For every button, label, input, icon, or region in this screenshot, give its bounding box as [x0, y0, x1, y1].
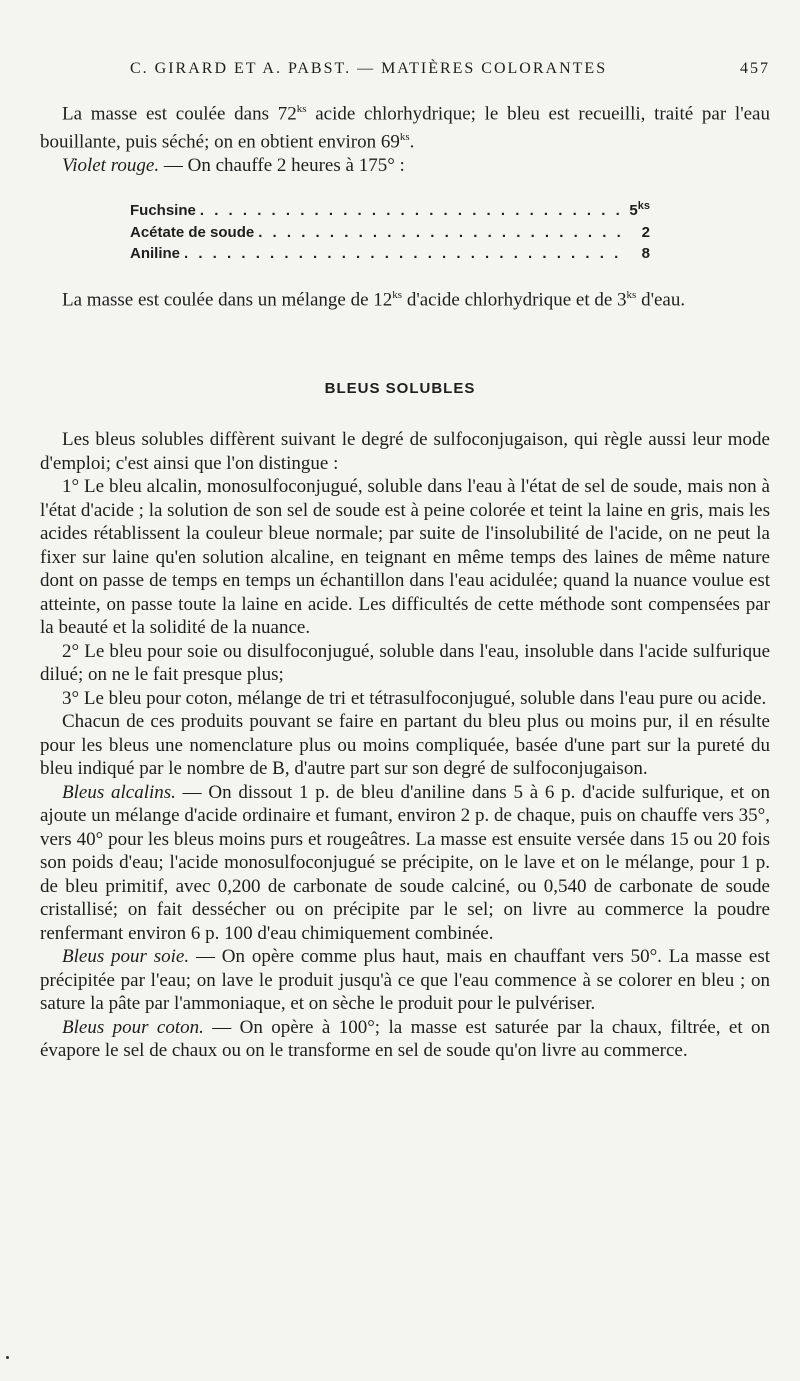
intro-block: [40, 98, 770, 177]
intro-text-b: acide chlorhydrique; le bleu est recueilli, traité par l'eau bouillante, puis séché; on en obtient environ 69: [40, 103, 770, 153]
recipe-value-number: 8: [641, 245, 650, 262]
paragraph-bleus-soie: [40, 945, 770, 1016]
subsection-text: — On opère comme plus haut, mais en chauffant vers 50°. La masse est précipitée par l'eau; on lave le produit jusqu'à ce que l'eau commence à se colorer en bleu ; on sature la pâte par l'ammoniaque, et on sèche le produit pour le pulvériser.: [40, 946, 770, 1014]
after-text-c: d'eau.: [636, 289, 686, 311]
after-recipe-block: [40, 284, 770, 312]
unit-sup: ks: [399, 130, 410, 143]
body-block: [40, 428, 770, 1063]
subsection-title: Bleus pour coton.: [62, 1016, 204, 1038]
subsection-text: — On opère à 100°; la masse est saturée par la chaux, filtrée, et on évapore le sel de chaux ou on le transforme en sel de soude qu'on livre au commerce.: [40, 1016, 770, 1061]
page-number: 457: [740, 60, 770, 77]
leader-dots: [200, 202, 624, 219]
leader-dots: [258, 224, 624, 241]
unit-sup: ks: [296, 103, 307, 115]
after-text-a: La masse est coulée dans un mélange de 12: [62, 289, 393, 311]
paragraph-bleu-coton: 3° Le bleu pour coton, mélange de tri et tétrasulfoconjugué, soluble dans l'eau pure ou acide.: [62, 687, 767, 709]
after-recipe-paragraph: [40, 284, 770, 312]
unit-sup: ks: [392, 289, 403, 301]
violet-title: Violet rouge.: [62, 154, 160, 176]
intro-text-c: .: [409, 131, 415, 153]
running-title: C. GIRARD ET A. PABST. — MATIÈRES COLORANTES: [130, 60, 608, 77]
intro-paragraph: [40, 98, 770, 154]
recipe-row: [130, 243, 650, 265]
paragraph-nomenclature: Chacun de ces produits pouvant se faire en partant du bleu plus ou moins pur, il en résulte pour les bleus une nomenclature plus ou moins compliquée, basée d'une part sur la pureté du bleu indiqué par le nombre de B, d'autre part sur son degré de sulfoconjugaison.: [40, 711, 770, 779]
subsection-title: Bleus alcalins.: [62, 781, 176, 803]
violet-text: — On chauffe 2 heures à 175° :: [159, 154, 405, 176]
leader-dots: [184, 245, 624, 262]
unit-sup: ks: [626, 289, 637, 301]
after-text-b: d'acide chlorhydrique et de 3: [402, 289, 627, 311]
recipe-row: [130, 200, 650, 222]
intro-text-a: La masse est coulée dans 72: [62, 103, 297, 125]
recipe-name: Aniline: [130, 245, 181, 262]
unit-sup: ks: [637, 200, 650, 212]
subsection-text: — On dissout 1 p. de bleu d'aniline dans 5 à 6 p. d'acide sulfurique, et on ajoute un mélange d'acide ordinaire et fumant, environ 2 p. de chaque, puis on chauffe vers 35°, vers 40° pour les bleus moins purs et rougeâtres. La masse est ensuite versée dans 15 ou 20 fois son poids d'eau; l'acide monosulfoconjugué se précipite, on le lave et on le mélange, pour 1 p. de bleu primitif, avec 0,200 de carbonate de soude calciné, ou 0,540 de carbonate de soude cristallisé; on fait dessécher ou on précipite par le sel; on livre au commerce la poudre renfermant environ 6 p. 100 d'eau chimiquement combinée.: [40, 781, 770, 944]
margin-mark: [6, 1356, 9, 1359]
violet-paragraph: [40, 154, 770, 178]
paragraph-bleu-alcalin: 1° Le bleu alcalin, monosulfoconjugué, soluble dans l'eau à l'état de sel de soude, mais non à l'état d'acide ; la solution de son sel de soude est à peine colorée et teint la laine en gris, mais les acides rétablissent la couleur bleue normale; par suite de l'insolubilité de l'acide, on ne peut la fixer sur laine qu'en solution alcaline, en teignant en même temps des laines de même nature dont on passe de temps en temps un échantillon dans l'eau acidulée; quand la nuance voulue est atteinte, on passe toute la laine en acide. Les difficultés de cette méthode sont compensées par la beauté et la solidité de la nuance.: [40, 476, 770, 638]
recipe-value: [628, 200, 650, 219]
recipe-value-number: 5: [629, 202, 638, 219]
subsection-title: Bleus pour soie.: [62, 946, 190, 967]
paragraph-bleu-soie: 2° Le bleu pour soie ou disulfoconjugué, soluble dans l'eau, insoluble dans l'acide sulfurique dilué; on ne le fait presque plus;: [40, 640, 770, 685]
paragraph-intro: Les bleus solubles diffèrent suivant le degré de sulfoconjugaison, qui règle aussi leur mode d'emploi; c'est ainsi que l'on distingue :: [40, 429, 770, 474]
recipe-row: [130, 222, 650, 244]
recipe-table: [130, 200, 650, 265]
recipe-name: Acétate de soude: [130, 223, 255, 241]
recipe-value-number: 2: [641, 223, 650, 241]
recipe-value: [628, 243, 650, 262]
recipe-name: Fuchsine: [130, 202, 196, 219]
page-header: [130, 60, 770, 78]
section-title: BLEUS SOLUBLES: [324, 380, 476, 397]
paragraph-bleus-alcalins: [40, 781, 770, 946]
paragraph-bleus-coton: [40, 1016, 770, 1063]
recipe-value: [628, 222, 650, 241]
